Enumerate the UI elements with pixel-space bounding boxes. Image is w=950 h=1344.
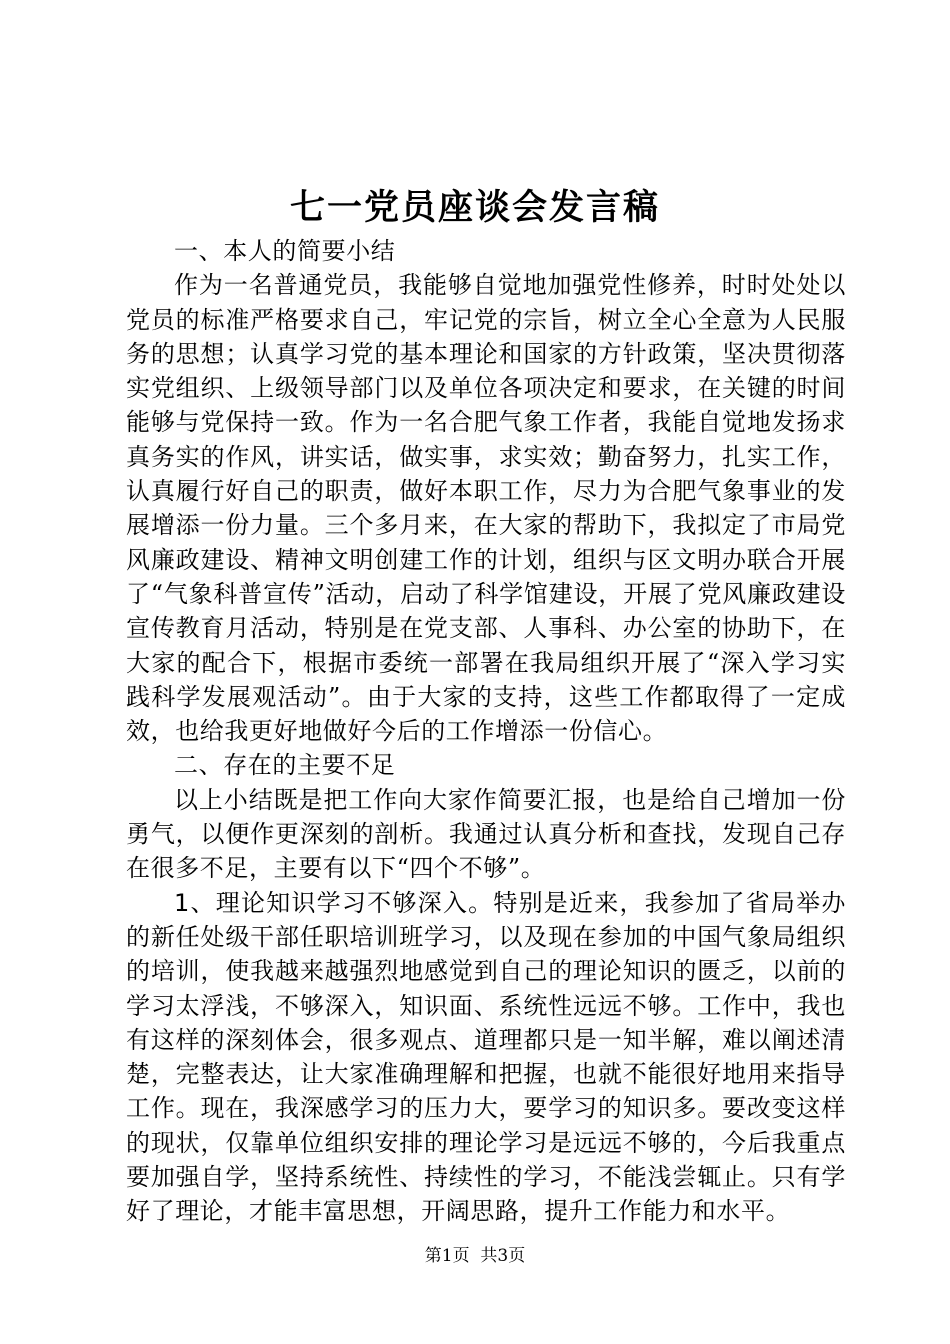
- page-footer: [0, 1245, 950, 1267]
- section-paragraph-2: 以上小结既是把工作向大家作简要汇报，也是给自己增加一份勇气，以便作更深刻的剖析。我通过认真分析和查找，发现自己存在很多不足，主要有以下“四个不够”。: [126, 785, 846, 883]
- footer-separator: [470, 1246, 481, 1266]
- page-number: 第1页: [424, 1246, 470, 1266]
- section-heading-2: 二、存在的主要不足: [174, 751, 396, 780]
- numbered-item-1-lead: 1、理论知识学习不够深入。: [174, 888, 494, 917]
- page-title: 七一党员座谈会发言稿: [289, 188, 660, 228]
- section-paragraph-1: 作为一名普通党员，我能够自觉地加强党性修养，时时处处以党员的标准严格要求自己，牢记党的宗旨，树立全心全意为人民服务的思想；认真学习党的基本理论和国家的方针政策，坚决贯彻落实党组织、上级领导部门以及单位各项决定和要求，在关键的时间能够与党保持一致。作为一名合肥气象工作者，我能自觉地发扬求真务实的作风，讲实话，做实事，求实效；勤奋努力，扎实工作，认真履行好自己的职责，做好本职工作，尽力为合肥气象事业的发展增添一份力量。三个多月来，在大家的帮助下，我拟定了市局党风廉政建设、精神文明创建工作的计划，组织与区文明办联合开展了“气象科普宣传”活动，启动了科学馆建设，开展了党风廉政建设宣传教育月活动，特别是在党支部、人事科、办公室的协助下，在大家的配合下，根据市委统一部署在我局组织开展了“深入学习实践科学发展观活动”。由于大家的支持，这些工作都取得了一定成效，也给我更好地做好今后的工作增添一份信心。: [126, 271, 846, 746]
- numbered-item-1-text: 特别是近来，我参加了省局举办的新任处级干部任职培训班学习，以及现在参加的中国气象局组织的培训，使我越来越强烈地感觉到自己的理论知识的匮乏，以前的学习太浮浅，不够深入，知识面、系统性远远不够。工作中，我也有这样的深刻体会，很多观点、道理都只是一知半解，难以阐述清楚，完整表达，让大家准确理解和把握，也就不能很好地用来指导工作。现在，我深感学习的压力大，要学习的知识多。要改变这样的现状，仅靠单位组织安排的理论学习是远远不够的，今后我重点要加强自学，坚持系统性、持续性的学习，不能浅尝辄止。只有学好了理论，才能丰富思想，开阔思路，提升工作能力和水平。: [126, 888, 846, 1226]
- page-total: 共3页: [480, 1246, 526, 1266]
- numbered-item-1: [126, 886, 846, 1229]
- section-heading-1: 一、本人的简要小结: [174, 237, 396, 265]
- document-body: [126, 234, 846, 1229]
